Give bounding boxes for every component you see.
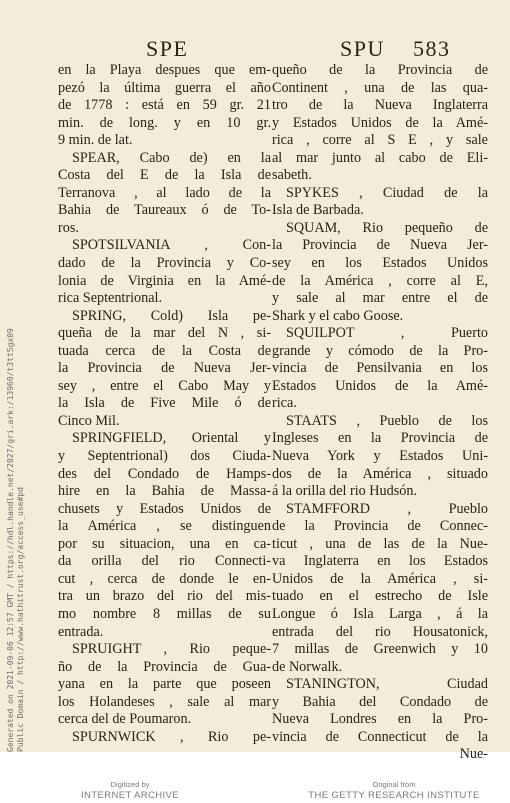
right-column-line: vincia de Pensilvania en los <box>272 360 488 377</box>
right-column-line: SQUILPOT , Puerto <box>286 325 488 342</box>
right-column-line: la Provincia de Nueva Jer- <box>272 237 488 254</box>
right-column-line: STANINGTON, Ciudad <box>286 676 488 693</box>
left-column-line: la Provincia de Nueva Jer- <box>58 360 271 377</box>
left-running-head: SPE <box>146 36 189 61</box>
left-column-line: da orilla del rio Connecti- <box>58 553 271 570</box>
left-column-line: de 1778 : está en 59 gr. 21 <box>58 97 271 114</box>
right-column-line: STAMFFORD , Pueblo <box>286 500 488 517</box>
left-column-line: SPRUIGHT , Rio peque- <box>72 641 271 658</box>
left-column-line: SPOTSILVANIA , Con- <box>72 237 271 254</box>
right-column-line: Estados Unidos de la Amé- <box>272 377 488 394</box>
right-column-line: Shark y el cabo Goose. <box>272 307 404 324</box>
right-column-line: va Inglaterra en los Estados <box>272 553 488 570</box>
left-column-line: Terranova , al lado de la <box>58 184 271 201</box>
digitized-by-label: Digitized by <box>110 780 150 789</box>
left-column-line: Bahia de Taureaux ó de To- <box>58 202 271 219</box>
right-column-line: ticut , una de las de la Nue- <box>272 535 488 552</box>
left-text-column <box>58 62 271 746</box>
right-column-line: dos de la América , situado <box>272 465 488 482</box>
right-column-line: de Norwalk. <box>272 658 343 675</box>
right-column-line: de la Provincia de Connec- <box>272 518 488 535</box>
left-column-line: tuada cerca de la Costa de <box>58 342 271 359</box>
left-column-line: y Septentrional) dos Ciuda- <box>58 448 271 465</box>
left-column-line: cut , cerca de donde le en- <box>58 570 271 587</box>
left-column-line: yana en la parte que poseen <box>58 676 271 693</box>
right-column-line: SPYKES , Ciudad de la <box>286 184 488 201</box>
left-column-line: SPEAR, Cabo de) en la <box>72 149 271 166</box>
right-column-line: y Estados Unidos de la Amé- <box>272 114 488 131</box>
left-column-line: por su situacion, una en ca- <box>58 535 271 552</box>
right-column-line: rica. <box>272 395 297 412</box>
right-column-line: Isla de Barbada. <box>272 202 364 219</box>
left-column-line: la América , se distinguen <box>58 518 271 535</box>
left-column-line: entrada. <box>58 623 104 640</box>
getty-institute-label: THE GETTY RESEARCH INSTITUTE <box>308 790 480 801</box>
left-column-line: los Holandeses , sale al mar <box>58 693 271 710</box>
left-column-line: tra un brazo del rio del mis- <box>58 588 271 605</box>
left-column-line: la Isla de Five Mile ó de <box>58 395 271 412</box>
right-column-line: Nueva York y Estados Uni- <box>272 448 488 465</box>
left-column-line: hire en la Bahia de Massa- <box>58 483 271 500</box>
right-column-line: á la orilla del rio Hudsón. <box>272 483 417 500</box>
right-column-line: Continent , una de las qua- <box>272 79 488 96</box>
left-column-line: lonia de Virginia en la Amé- <box>58 272 271 289</box>
left-column-line: Cinco Mil. <box>58 412 120 429</box>
right-running-head: SPU <box>340 36 385 61</box>
right-column-line: tro de la Nueva Inglaterra <box>272 97 488 114</box>
left-column-line: SPRING, Cold) Isla pe- <box>72 307 271 324</box>
left-column-line: SPURNWICK , Rio pe- <box>72 728 271 745</box>
right-column-line: y Bahia del Condado de <box>272 693 488 710</box>
right-column-line: Unidos de la América , si- <box>272 570 488 587</box>
watermark-line-1: Generated on 2021-09-06 12:57 GMT / https://hdl.handle.net/2027/gri.ark:/13960/t3tt5gx09 <box>6 328 15 752</box>
right-column-line: grande y cómodo de la Pro- <box>272 342 488 359</box>
right-column-line: y sale al mar entre el de <box>272 290 488 307</box>
left-column-line: ros. <box>58 219 79 236</box>
left-column-line: Costa del E de la Isla de <box>58 167 271 184</box>
right-column-line: STAATS , Pueblo de los <box>286 412 488 429</box>
right-column-line: rica , corre al S E , y sale <box>272 132 488 149</box>
right-column-line: Ingleses en la Provincia de <box>272 430 488 447</box>
page-footer <box>0 760 510 800</box>
left-column-line: queña de la mar del N , si- <box>58 325 271 342</box>
left-column-line: sey , entre el Cabo May y <box>58 377 271 394</box>
internet-archive-label: INTERNET ARCHIVE <box>80 790 180 801</box>
side-watermark <box>6 328 26 752</box>
right-column-line: 7 millas de Greenwich y 10 <box>272 641 488 658</box>
left-column-line: dado de la Provincia y Co- <box>58 255 271 272</box>
right-column-line: tuado en el estrecho de Isle <box>272 588 488 605</box>
right-column-line: Longue ó Isla Larga , á la <box>272 605 488 622</box>
original-from-label: Original from <box>372 780 416 789</box>
left-column-line: SPRINGFIELD, Oriental y <box>72 430 271 447</box>
right-column-line: entrada del rio Housatonick, <box>272 623 488 640</box>
right-column-line: vincia de Connecticut de la <box>272 728 488 745</box>
left-column-line: min. de long. y en 10 gr. <box>58 114 271 131</box>
right-column-line: sey en los Estados Unidos <box>272 255 488 272</box>
right-column-line: queño de la Provincia de <box>272 62 488 78</box>
left-column-line: cerca del de Poumaron. <box>58 711 192 728</box>
right-column-line: de la América , corre al E, <box>272 272 488 289</box>
watermark-line-2: Public Domain / http://www.hathitrust.org/access_use#pd <box>16 487 25 752</box>
left-column-line: en la Playa despues que em- <box>58 62 271 78</box>
page-number: 583 <box>413 36 451 61</box>
right-column-line: Nue- <box>459 746 488 763</box>
right-text-column <box>272 62 488 764</box>
right-column-line: SQUAM, Rio pequeño de <box>286 219 488 236</box>
left-column-line: pezó la última guerra el año <box>58 79 271 96</box>
page-header <box>0 36 510 62</box>
right-column-line: Nueva Londres en la Pro- <box>272 711 488 728</box>
left-column-line: chusets y Estados Unidos de <box>58 500 271 517</box>
left-column-line: 9 min. de lat. <box>58 132 133 149</box>
left-column-line: mo nombre 8 millas de su <box>58 605 271 622</box>
left-column-line: rica Septentrional. <box>58 290 163 307</box>
left-column-line: des del Condado de Hamps- <box>58 465 271 482</box>
left-column-line: ño de la Provincia de Gua- <box>58 658 271 675</box>
right-column-line: sabeth. <box>272 167 312 184</box>
right-column-line: al mar junto al cabo de Eli- <box>272 149 488 166</box>
